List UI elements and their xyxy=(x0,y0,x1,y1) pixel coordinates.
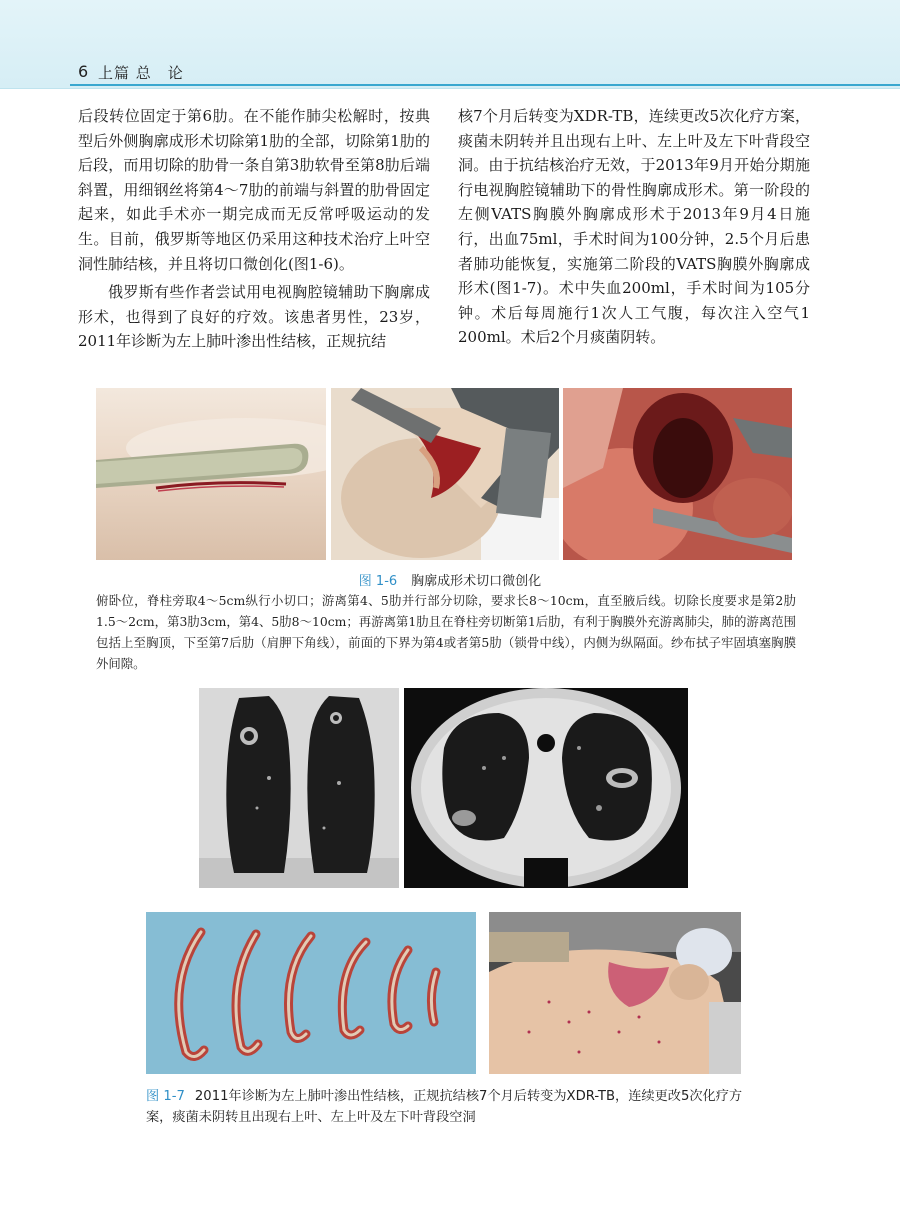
running-head: 上篇 总 论 xyxy=(98,64,184,82)
figure-title-text: 胸廓成形术切口微创化 xyxy=(411,574,542,589)
figure-caption-text: 2011年诊断为左上肺叶渗出性结核，正规抗结核7个月后转变为XDR-TB，连续更改5次化疗方案，痰菌未阴转且出现右上叶、左上叶及左下叶背段空洞 xyxy=(146,1089,743,1125)
figure-1-7-caption xyxy=(146,1086,766,1128)
figure-1-6-photo-incision xyxy=(96,388,326,560)
figure-1-6-photo-wound xyxy=(563,388,792,560)
figure-1-7-ct-axial xyxy=(404,688,688,888)
figure-1-6-photo-retractor xyxy=(331,388,559,560)
figure-1-7-photo-patient-back xyxy=(489,912,741,1074)
figure-number: 图 1-6 xyxy=(358,574,398,589)
body-paragraph: 后段转位固定于第6肋。在不能作肺尖松解时，按典型后外侧胸廓成形术切除第1肋的全部，切除第1肋的后段，而用切除的肋骨一条自第3肋软骨至第8肋后端斜置，用细钢丝将第4～7肋的前端与斜置的肋骨固定起来，如此手术亦一期完成而无反常呼吸运动的发生。目前，俄罗斯等地区仍采用这种技术治疗上叶空洞性肺结核，并且将切口微创化(图1-6)。 xyxy=(78,107,430,273)
header-rule-thin xyxy=(0,88,900,89)
body-paragraph: 核7个月后转变为XDR-TB，连续更改5次化疗方案，痰菌未阴转并且出现右上叶、左上叶及左下叶背段空洞。由于抗结核治疗无效，于2013年9月开始分期施行电视胸腔镜辅助下的骨性胸廓成形术。第一阶段的左侧VATS胸膜外胸廓成形术于2013年9月4日施行，出血75ml，手术时间为100分钟，2.5个月后患者肺功能恢复，实施第二阶段的VATS胸膜外胸廓成形术(图1-7)。术中失血200ml，手术时间为105分钟。术后每周施行1次人工气腹，每次注入空气1 200ml。术后2个月痰菌阴转。 xyxy=(458,107,810,347)
figure-1-6-title xyxy=(0,570,900,589)
figure-1-7-photo-ribs xyxy=(146,912,476,1074)
figure-1-6-note: 俯卧位，脊柱旁取4～5cm纵行小切口；游离第4、5肋并行部分切除，要求长8～10cm，直至腋后线。切除长度要求是第2肋1.5～2cm，第3肋3cm，第4、5肋8～10cm；再游离第1肋且在脊柱旁切断第1后肋，有利于胸膜外充游离肺尖，肺的游离范围包括上至胸顶，下至第7后肋（肩胛下角线），前面的下界为第4或者第5肋（锁骨中线），内侧为纵隔面。纱布拭子牢固填塞胸膜外间隙。 xyxy=(96,593,796,671)
figure-1-7-ct-coronal xyxy=(199,688,399,888)
header-rule xyxy=(70,84,900,86)
figure-number: 图 1-7 xyxy=(146,1089,185,1104)
page-number: 6 xyxy=(78,62,89,81)
body-paragraph: 俄罗斯有些作者尝试用电视胸腔镜辅助下胸廓成形术，也得到了良好的疗效。该患者男性，23岁，2011年诊断为左上肺叶渗出性结核，正规抗结 xyxy=(78,283,430,351)
text-column-left xyxy=(78,104,430,354)
text-column-right xyxy=(458,104,810,350)
